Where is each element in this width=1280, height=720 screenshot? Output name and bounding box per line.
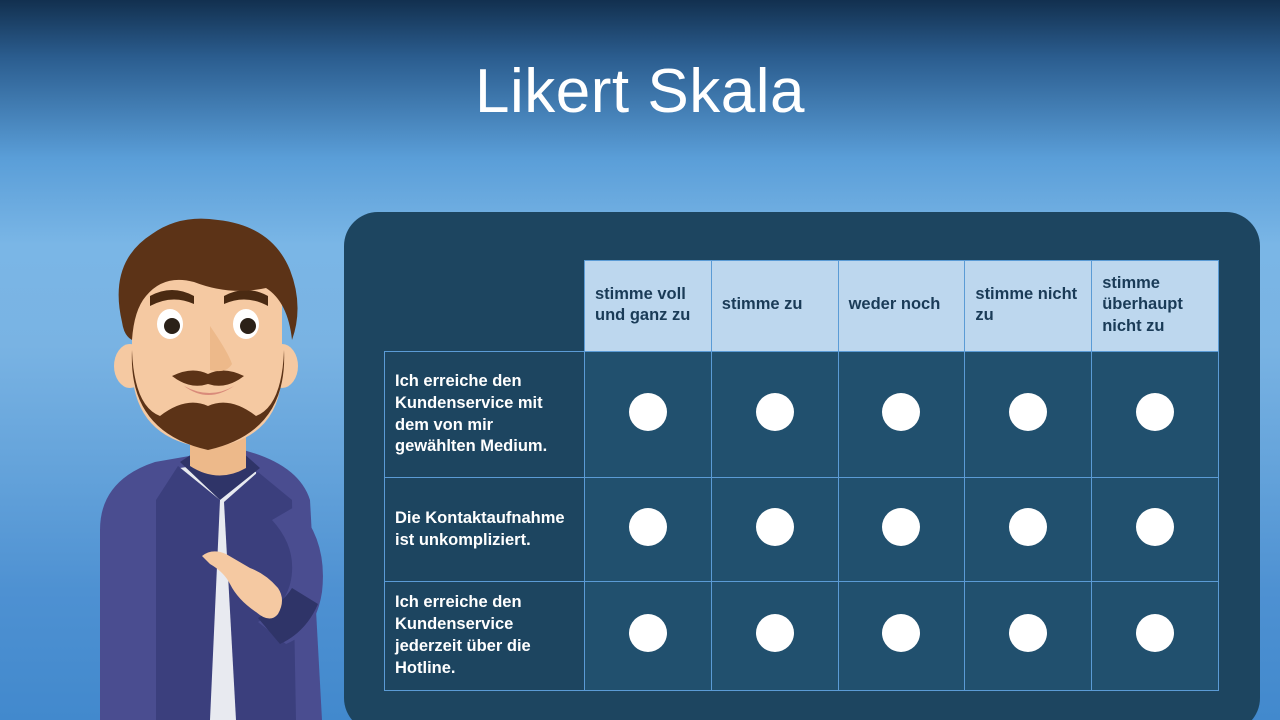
radio-icon[interactable]	[756, 393, 794, 431]
radio-icon[interactable]	[1136, 393, 1174, 431]
radio-cell-r3-c4[interactable]	[965, 582, 1092, 691]
radio-icon[interactable]	[1009, 393, 1047, 431]
radio-cell-r2-c4[interactable]	[965, 478, 1092, 582]
column-header-option-1: stimme voll und ganz zu	[585, 261, 712, 352]
radio-cell-r2-c5[interactable]	[1092, 478, 1219, 582]
table-header-row	[385, 261, 1219, 352]
radio-icon[interactable]	[882, 614, 920, 652]
question-label-3: Ich erreiche den Kundenservice jederzeit über die Hotline.	[385, 582, 585, 691]
question-label-2: Die Kontaktaufnahme ist unkompliziert.	[385, 478, 585, 582]
radio-cell-r3-c2[interactable]	[711, 582, 838, 691]
illustration-bearded-man-pointing	[60, 200, 390, 720]
column-header-option-5: stimme überhaupt nicht zu	[1092, 261, 1219, 352]
question-label-1: Ich erreiche den Kundenservice mit dem von mir gewählten Medium.	[385, 352, 585, 478]
radio-cell-r1-c2[interactable]	[711, 352, 838, 478]
table-corner-cell	[385, 261, 585, 352]
column-header-option-2: stimme zu	[711, 261, 838, 352]
radio-cell-r3-c5[interactable]	[1092, 582, 1219, 691]
radio-cell-r1-c5[interactable]	[1092, 352, 1219, 478]
column-header-option-4: stimme nicht zu	[965, 261, 1092, 352]
likert-panel	[344, 212, 1260, 720]
radio-cell-r2-c3[interactable]	[838, 478, 965, 582]
radio-icon[interactable]	[756, 614, 794, 652]
radio-icon[interactable]	[1009, 614, 1047, 652]
radio-icon[interactable]	[629, 508, 667, 546]
radio-icon[interactable]	[1009, 508, 1047, 546]
table-row	[385, 352, 1219, 478]
radio-icon[interactable]	[1136, 614, 1174, 652]
radio-cell-r3-c3[interactable]	[838, 582, 965, 691]
radio-icon[interactable]	[756, 508, 794, 546]
column-header-option-3: weder noch	[838, 261, 965, 352]
radio-cell-r1-c4[interactable]	[965, 352, 1092, 478]
radio-icon[interactable]	[629, 393, 667, 431]
radio-cell-r3-c1[interactable]	[585, 582, 712, 691]
radio-icon[interactable]	[629, 614, 667, 652]
radio-cell-r1-c1[interactable]	[585, 352, 712, 478]
radio-cell-r2-c1[interactable]	[585, 478, 712, 582]
table-row	[385, 478, 1219, 582]
radio-icon[interactable]	[882, 508, 920, 546]
radio-cell-r1-c3[interactable]	[838, 352, 965, 478]
page-title: Likert Skala	[475, 57, 805, 126]
radio-cell-r2-c2[interactable]	[711, 478, 838, 582]
likert-table	[384, 260, 1219, 691]
radio-icon[interactable]	[1136, 508, 1174, 546]
table-row	[385, 582, 1219, 691]
radio-icon[interactable]	[882, 393, 920, 431]
